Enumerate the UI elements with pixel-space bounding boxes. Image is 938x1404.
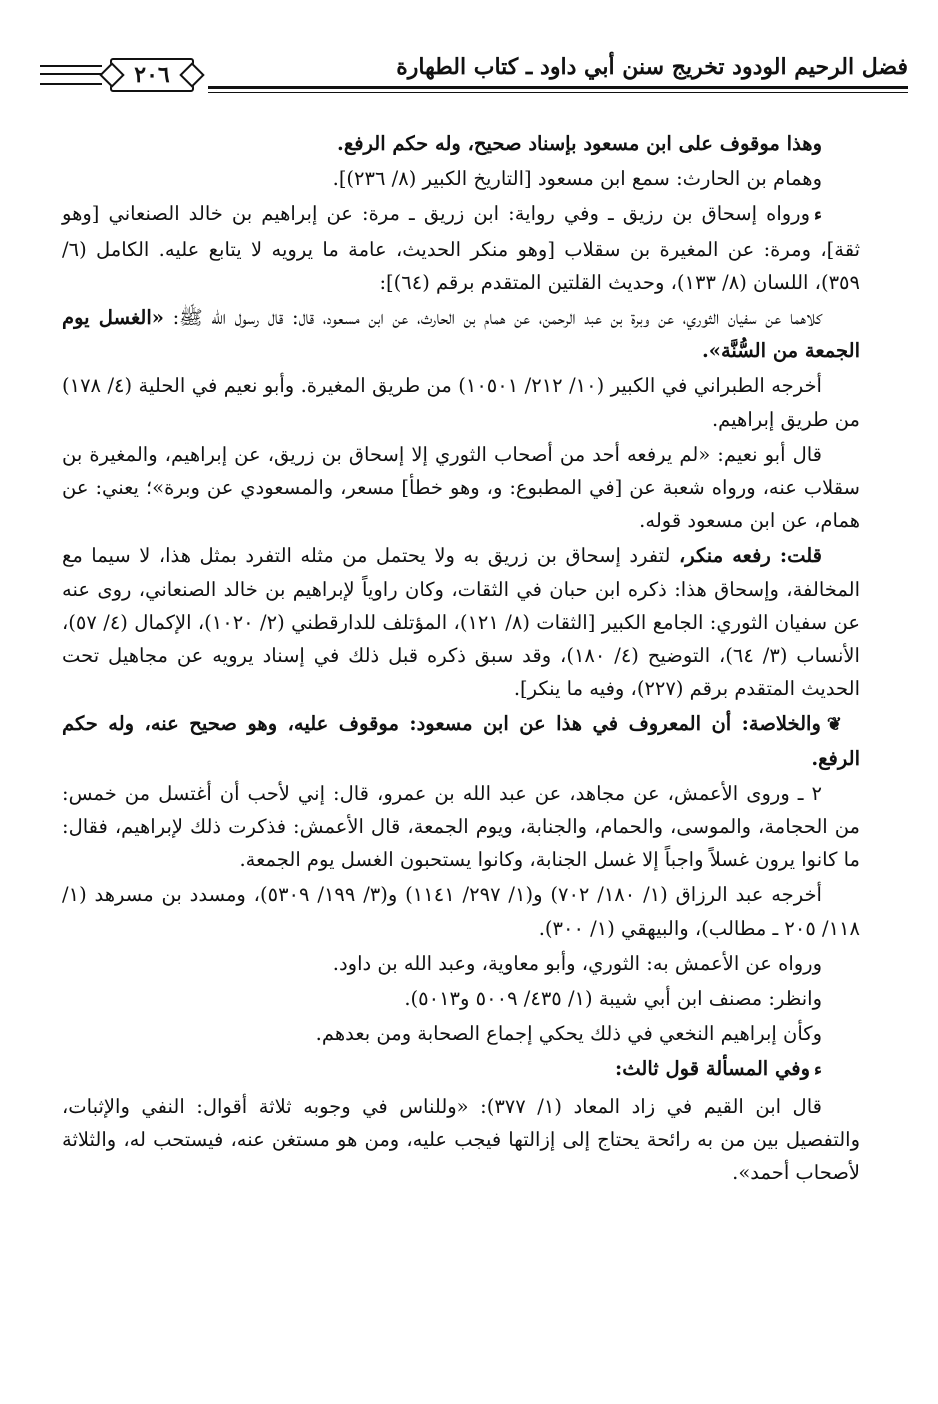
body-text: [62, 127, 860, 1189]
header-rule: [208, 86, 908, 89]
paragraph-6: قال أبو نعيم: «لم يرفعه أحد من أصحاب الثوري إلا إسحاق بن زريق، عن إبراهيم، والمغيرة بن سقلاب عنه، ورواه شعبة عن [في المطبوع: و، وهو خطأ] مسعر، والمسعودي عن وبرة»؛ يعني: عن همام، عن ابن مسعود قوله.: [62, 442, 860, 533]
paragraph-3-text: ورواه إسحاق بن رزيق ـ وفي رواية: ابن زريق ـ مرة: عن إبراهيم بن خالد الصنعاني [وهو ثقة]، ومرة: عن المغيرة بن سقلاب [وهو منكر الحديث، عامة ما يرويه لا يتابع عليه. الكامل (٦/ ٣٥٩)، اللسان (٨/ ١٣٣)، وحديث القلتين المتقدم برقم (٦٤)]:: [62, 202, 860, 294]
paragraph-3: [62, 197, 860, 299]
page-header: [40, 52, 908, 102]
paragraph-1: وهذا موقوف على ابن مسعود بإسناد صحيح، وله حكم الرفع.: [337, 132, 822, 155]
paragraph-15: قال ابن القيم في زاد المعاد (١/ ٣٧٧): «وللناس في وجوبه ثلاثة أقوال: النفي والإثبات، والتفصيل بين من به رائحة يحتاج إلى إزالتها فيجب عليه، ومن هو مستغن عنه، فيستحب له، والثلاثة لأصحاب أحمد».: [62, 1094, 860, 1185]
paragraph-8: [62, 707, 860, 774]
hadith-text: «الغسل يوم الجمعة من السُّنَّة».: [62, 306, 860, 363]
paragraph-9: ٢ ـ وروى الأعمش، عن مجاهد، عن عبد الله بن عمرو، قال: إني لأحب أن أغتسل من خمس: من الحجامة، والموسى، والحمام، والجنابة، ويوم الجمعة، قال الأعمش: فذكرت ذلك لإبراهيم، فقال: ما كانوا يرون غسلاً واجباً إلا غسل الجنابة، وكانوا يستحبون الغسل يوم الجمعة.: [62, 781, 860, 872]
paragraph-13: وكأن إبراهيم النخعي في ذلك يحكي إجماع الصحابة ومن بعدهم.: [315, 1022, 822, 1046]
leaf-ornament-icon: ❦: [826, 714, 842, 736]
paragraph-4-text: كلاهما عن سفيان الثوري، عن وبرة بن عبد الرحمن، عن همام بن الحارث، عن ابن مسعود، قال: قال رسول الله ﷺ:: [163, 306, 822, 330]
page-number: ٢٠٦: [110, 58, 194, 92]
paragraph-14: [62, 1052, 860, 1087]
paragraph-12: وانظر: مصنف ابن أبي شيبة (١/ ٤٣٥/ ٥٠٠٩ و٥٠١٣).: [404, 987, 822, 1011]
paragraph-4: [62, 301, 860, 367]
paragraph-14-text: وفي المسألة قول ثالث:: [615, 1057, 810, 1081]
paragraph-7: [62, 539, 860, 705]
clover-icon: ء: [814, 1060, 822, 1081]
paragraph-8-text: والخلاصة: أن المعروف في هذا عن ابن مسعود: موقوف عليه، وهو صحيح عنه، وله حكم الرفع.: [62, 712, 860, 770]
paragraph-7-lead: قلت: رفعه منكر،: [678, 544, 823, 568]
paragraph-11: ورواه عن الأعمش به: الثوري، وأبو معاوية، وعبد الله بن داود.: [332, 951, 822, 975]
paragraph-10: أخرجه عبد الرزاق (١/ ١٨٠/ ٧٠٢) و(١/ ٢٩٧/ ١١٤١) و(٣/ ١٩٩/ ٥٣٠٩)، ومسدد بن مسرهد (١/ ١١٨/ ٢٠٥ ـ مطالب)، والبيهقي (١/ ٣٠٠).: [62, 883, 860, 940]
header-ornament: [40, 65, 102, 85]
paragraph-2: وهمام بن الحارث: سمع ابن مسعود [التاريخ الكبير (٨/ ٢٣٦)].: [332, 167, 822, 191]
paragraph-5: أخرجه الطبراني في الكبير (١٠/ ٢١٢/ ١٠٥٠١) من طريق المغيرة. وأبو نعيم في الحلية (٤/ ١٧٨) من طريق إبراهيم.: [62, 374, 860, 431]
clover-icon: ء: [814, 205, 822, 226]
running-title: فضل الرحيم الودود تخريج سنن أبي داود ـ كتاب الطهارة: [396, 54, 908, 80]
paragraph-7-text: لتفرد إسحاق بن زريق به ولا يحتمل من مثله التفرد بمثل هذا، لا سيما مع المخالفة، وإسحاق هذا: ذكره ابن حبان في الثقات، وكان راوياً لإبراهيم بن خالد الصنعاني، روى عنه عن سفيان الثوري: الجامع الكبير [الثقات (٨/ ١٢١)، المؤتلف للدارقطني (٢/ ١٠٢٠)، الإكمال (٤/ ٥٧)، الأنساب (٣/ ٦٤)، التوضيح (٤/ ١٨٠)، وقد سبق ذكره قبل ذلك في إسناد يرويه عن مجاهيل تحت الحديث المتقدم برقم (٢٢٧)، وفيه ما ينكر].: [62, 544, 860, 701]
